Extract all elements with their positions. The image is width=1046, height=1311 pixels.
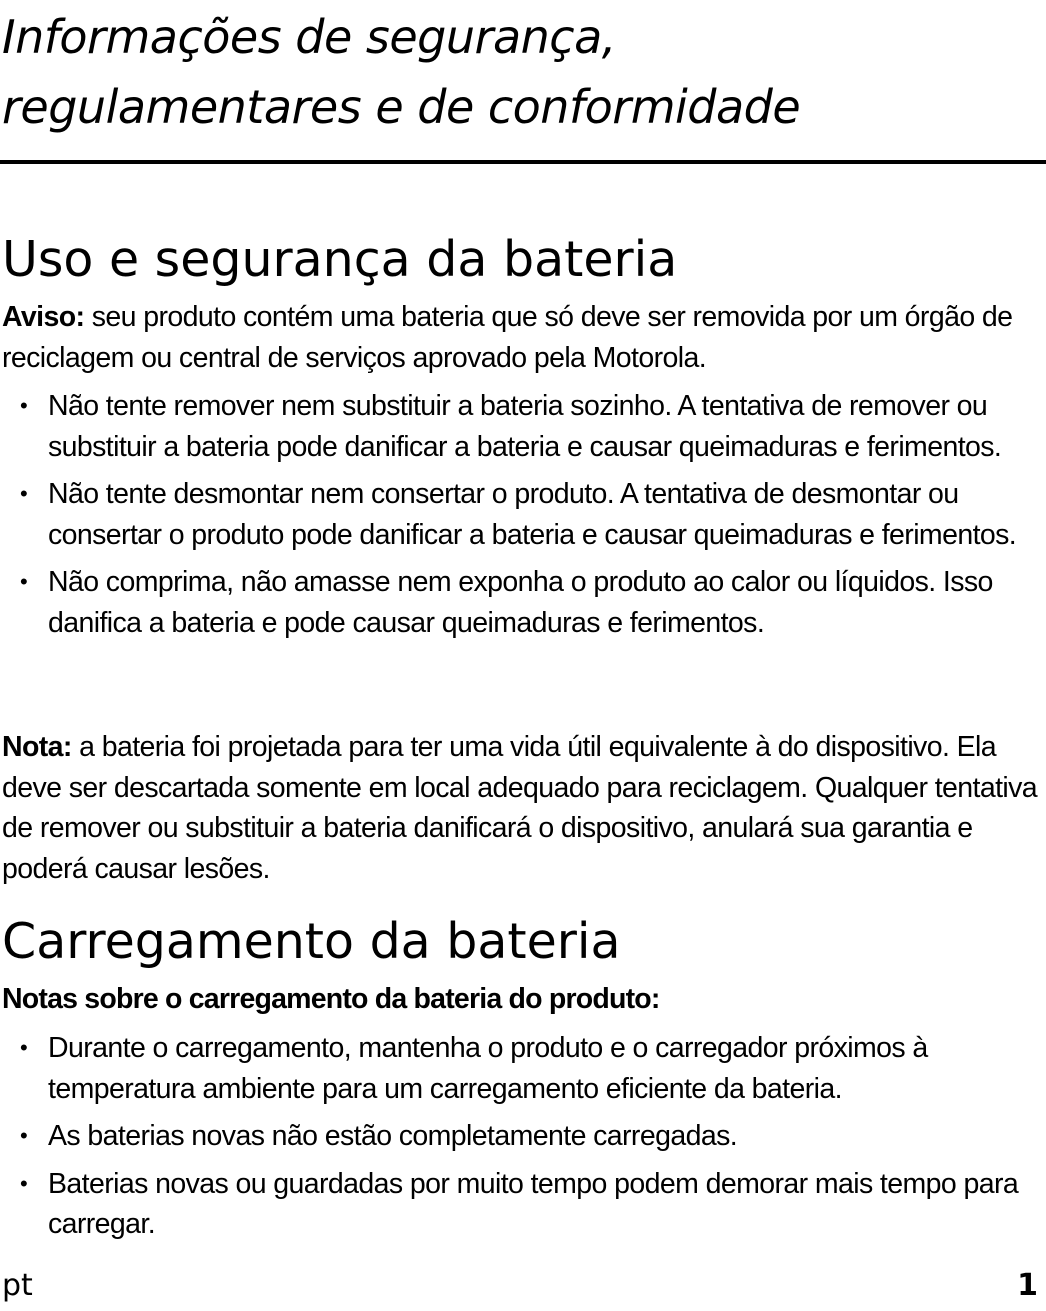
charging-notes-list xyxy=(0,1028,1046,1252)
list-item-text: As baterias novas não estão completamente carregadas. xyxy=(48,1120,738,1152)
note-paragraph xyxy=(2,727,1042,889)
note-text: a bateria foi projetada para ter uma vida útil equivalente à do dispositivo. Ela deve ser descartada somente em local adequado para reciclagem. Qualquer tentativa de remover ou substituir a bateria danificará o dispositivo, anulará sua garantia e poderá causar lesões. xyxy=(2,731,1038,885)
bullet-icon: • xyxy=(20,1123,28,1148)
page-number: 1 xyxy=(1017,1268,1038,1303)
list-item-text: Durante o carregamento, mantenha o produto e o carregador próximos à temperatura ambiente para um carregamento eficiente da bateria. xyxy=(48,1032,928,1105)
list-item-text: Não tente desmontar nem consertar o produto. A tentativa de desmontar ou consertar o produto pode danificar a bateria e causar queimaduras e ferimentos. xyxy=(48,478,1017,551)
page-title-line-2: regulamentares e de conformidade xyxy=(2,80,801,134)
title-divider xyxy=(0,160,1046,164)
list-item xyxy=(0,1116,1046,1157)
warning-label: Aviso: xyxy=(2,301,85,333)
list-item xyxy=(0,474,1046,555)
list-item xyxy=(0,562,1046,643)
warning-paragraph xyxy=(2,297,1042,378)
list-item xyxy=(0,1028,1046,1109)
list-item-text: Não tente remover nem substituir a bateria sozinho. A tentativa de remover ou substituir a bateria pode danificar a bateria e causar queimaduras e ferimentos. xyxy=(48,390,1002,463)
bullet-icon: • xyxy=(20,481,28,506)
list-item-text: Baterias novas ou guardadas por muito tempo podem demorar mais tempo para carregar. xyxy=(48,1167,1019,1240)
page-title xyxy=(2,2,1042,142)
list-item-text: Não comprima, não amasse nem exponha o produto ao calor ou líquidos. Isso danifica a bateria e pode causar queimaduras e ferimentos. xyxy=(48,566,993,639)
list-item xyxy=(0,1164,1046,1245)
footer-language: pt xyxy=(2,1268,33,1303)
section-heading-charging: Carregamento da bateria xyxy=(2,913,621,970)
section-heading-battery-use: Uso e segurança da bateria xyxy=(2,231,678,288)
bullet-icon: • xyxy=(20,393,28,418)
page-title-line-1: Informações de segurança, xyxy=(2,10,616,64)
list-item xyxy=(0,386,1046,467)
warning-text: seu produto contém uma bateria que só deve ser removida por um órgão de reciclagem ou central de serviços aprovado pela Motorola. xyxy=(2,301,1013,374)
bullet-icon: • xyxy=(20,1170,28,1196)
note-label: Nota: xyxy=(2,731,72,763)
bullet-icon: • xyxy=(20,1035,28,1060)
charging-subheading: Notas sobre o carregamento da bateria do produto: xyxy=(2,983,660,1015)
bullet-icon: • xyxy=(20,569,28,594)
battery-safety-list xyxy=(0,386,1046,650)
